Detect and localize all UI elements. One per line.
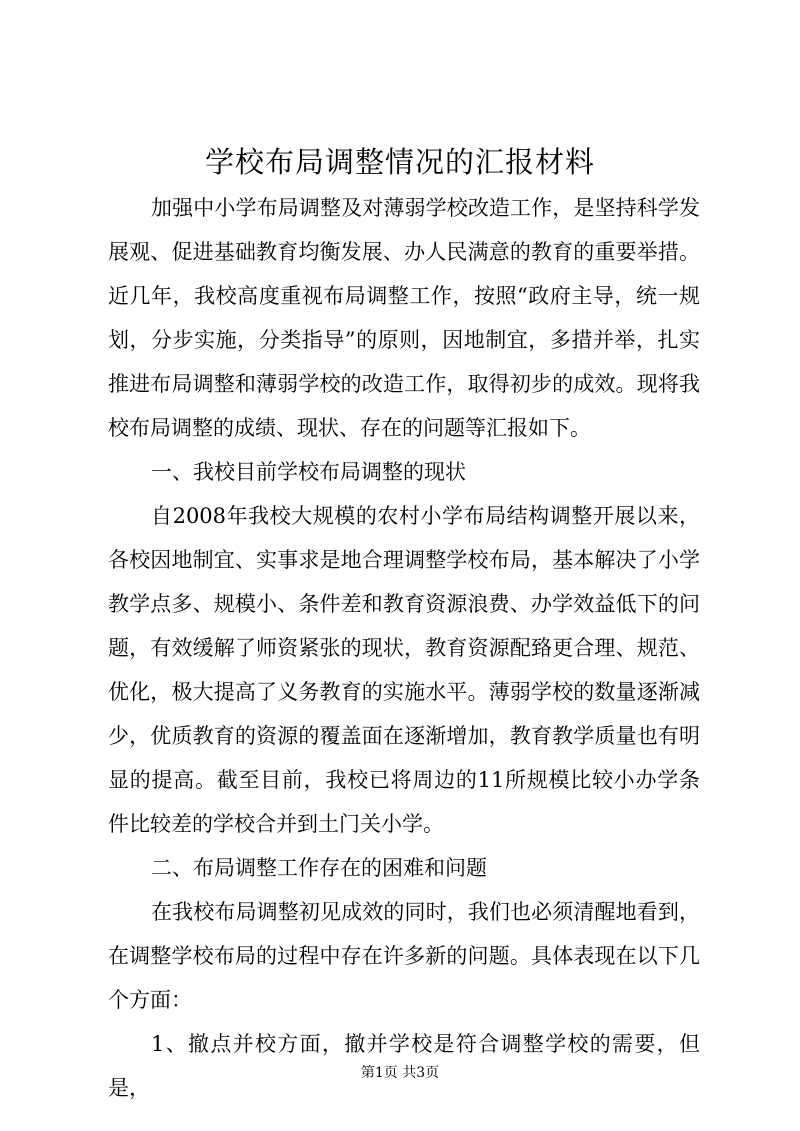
paragraph-problem-1: 1、撤点并校方面，撤并学校是符合调整学校的需要，但是， (108, 1032, 700, 1100)
paragraph-intro: 加强中小学布局调整及对薄弱学校改造工作，是坚持科学发展观、促进基础教育均衡发展、办人民满意的教育的重要举措。近几年，我校高度重视布局调整工作，按照“政府主导，统一规划，分步实施，分类指导”的原则，因地制宜，多措并举，扎实推进布局调整和薄弱学校的改造工作，取得初步的成效。现将我校布局调整的成绩、现状、存在的问题等汇报如下。 (108, 196, 700, 440)
paragraph-problems-intro: 在我校布局调整初见成效的同时，我们也必须清醒地看到，在调整学校布局的过程中存在许多新的问题。具体表现在以下几个方面： (108, 900, 700, 1012)
document-body (108, 186, 700, 1110)
section-heading-1: 一、我校目前学校布局调整的现状 (151, 460, 467, 484)
page-footer: 第1页 共3页 (360, 1065, 440, 1081)
document-title: 学校布局调整情况的汇报材料 (204, 145, 595, 179)
paragraph-current-status: 自2008年我校大规模的农村小学布局结构调整开展以来，各校因地制宜、实事求是地合理调整学校布局，基本解决了小学教学点多、规模小、条件差和教育资源浪费、办学效益低下的问题，有效缓解了师资紧张的现状，教育资源配臵更合理、规范、优化，极大提高了义务教育的实施水平。薄弱学校的数量逐渐减少，优质教育的资源的覆盖面在逐渐增加，教育教学质量也有明显的提高。截至目前，我校已将周边的11所规模比较小办学条件比较差的学校合并到土门关小学。 (108, 504, 700, 836)
section-heading-2: 二、布局调整工作存在的困难和问题 (151, 856, 488, 880)
